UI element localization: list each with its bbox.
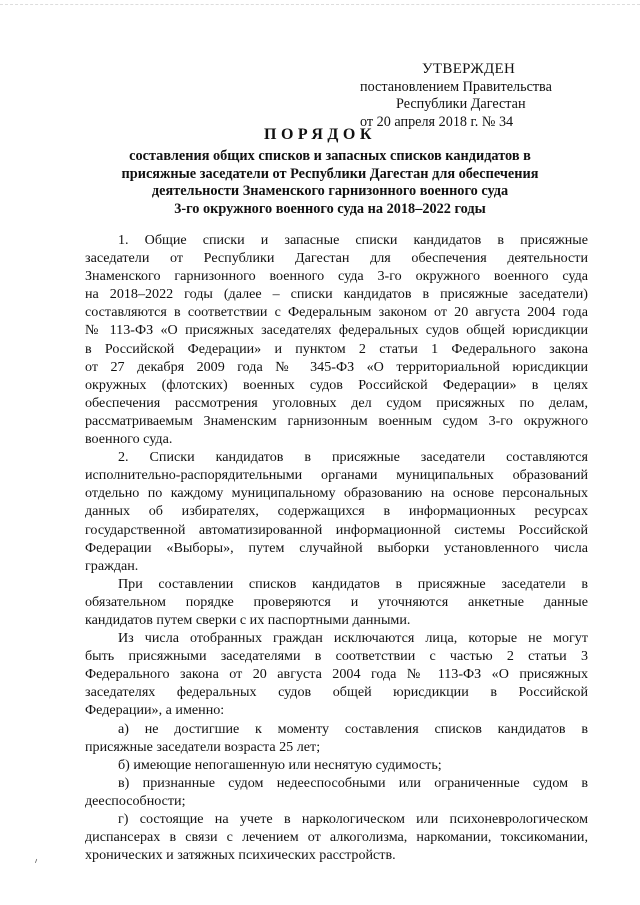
subtitle-line: 3-го окружного военного суда на 2018–2022 годы	[174, 200, 486, 217]
paragraph-line: При составлении списков кандидатов в присяжные заседатели в	[118, 575, 588, 592]
paragraph-line: рассматриваемым Знаменским гарнизонным военным судом 3-го окружного	[85, 412, 588, 429]
paragraph-line: в Российской Федерации» и пунктом 2 статьи 1 Федерального закона	[85, 340, 588, 357]
subtitle-line: составления общих списков и запасных списков кандидатов в	[129, 148, 531, 164]
paragraph-line: присяжные заседатели возраста 25 лет;	[85, 738, 321, 755]
paragraph-line: № 113-ФЗ «О присяжных заседателях федеральных судов общей юрисдикции	[85, 322, 588, 339]
paragraph-line: быть присяжными заседателями в соответствии с частью 2 статьи 3	[85, 648, 588, 665]
paragraph-line: г) состоящие на учете в наркологическом или психоневрологическом	[118, 811, 588, 827]
paragraph	[85, 231, 588, 448]
paragraph-line: Знаменского гарнизонного военного суда 3-го окружного военного суда	[85, 268, 588, 285]
document-body	[85, 231, 588, 864]
paragraph-line: на 2018–2022 годы (далее – списки кандидатов в присяжные заседатели)	[85, 286, 588, 303]
approval-line-2: Республики Дагестан	[396, 96, 526, 112]
paragraph-line: обеспечения рассмотрения уголовных дел судом присяжных по делам,	[85, 394, 588, 411]
paragraph-line: заседателях федеральных судов общей юрисдикции в Российской	[85, 684, 588, 701]
paragraph-line: исполнительно-распорядительными органами муниципальных образований	[85, 467, 588, 484]
paragraph-line: Федерации «Выборы», путем случайной выборки установленного числа	[85, 539, 588, 556]
paragraph-line: составляются в соответствии с Федеральным законом от 20 августа 2004 года	[85, 304, 588, 321]
paragraph-line: Федерации», а именно:	[85, 702, 225, 719]
paragraph-line: хронических и затяжных психических расстройств.	[85, 847, 396, 864]
paragraph-line: обязательном порядке проверяются и уточняются анкетные данные	[85, 593, 588, 610]
approval-line-3: от 20 апреля 2018 г. № 34	[360, 113, 514, 130]
subtitle-line: присяжные заседатели от Республики Дагестан для обеспечения	[121, 165, 539, 182]
approval-stamp	[360, 61, 620, 131]
paragraph	[85, 810, 588, 864]
approval-head: УТВЕРЖДЕН	[422, 61, 516, 77]
paragraph	[85, 720, 588, 756]
paragraph-line: военного суда.	[85, 431, 173, 448]
subtitle-line: деятельности Знаменского гарнизонного военного суда	[151, 183, 509, 199]
paragraph	[85, 575, 588, 629]
paragraph	[85, 629, 588, 719]
paragraph-line: кандидатов путем сверки с их паспортными данными.	[85, 611, 411, 628]
paragraph-line: 1. Общие списки и запасные списки кандидатов в присяжные	[118, 232, 588, 248]
margin-mark: ᐟ	[33, 857, 41, 870]
paragraph-line: от 27 декабря 2009 года № 345-ФЗ «О территориальной юрисдикции	[85, 358, 588, 375]
paragraph-line: в) признанные судом недееспособными или ограниченные судом в	[118, 774, 588, 791]
paragraph	[85, 756, 588, 774]
paragraph-line: государственной автоматизированной информационной системы Российской	[85, 521, 588, 538]
paragraph-line: дееспособности;	[85, 792, 186, 809]
paragraph-line: окружных (флотских) военных судов Российской Федерации» в целях	[85, 376, 588, 393]
document-title: ПОРЯДОК	[264, 126, 376, 143]
paragraph	[85, 448, 588, 575]
paragraph-line: 2. Списки кандидатов в присяжные заседатели составляются	[118, 449, 588, 466]
scan-edge-artifact	[0, 4, 640, 6]
document-subtitle	[60, 148, 600, 218]
paragraph-line: а) не достигшие к моменту составления списков кандидатов в	[118, 720, 588, 737]
paragraph-line: диспансерах в связи с лечением от алкоголизма, наркомании, токсикомании,	[85, 829, 588, 846]
paragraph-line: б) имеющие непогашенную или неснятую судимость;	[118, 756, 442, 773]
paragraph-line: отдельно по каждому муниципальному образованию на основе персональных	[85, 485, 588, 502]
paragraph-line: заседатели от Республики Дагестан для обеспечения деятельности	[85, 250, 588, 267]
paragraph-line: Федерального закона от 20 августа 2004 года № 113-ФЗ «О присяжных	[85, 666, 588, 683]
paragraph-line: граждан.	[85, 557, 139, 574]
paragraph-line: Из числа отобранных граждан исключаются лица, которые не могут	[118, 630, 588, 647]
approval-line-1: постановлением Правительства	[360, 78, 552, 95]
paragraph-line: данных об избирателях, содержащихся в информационных ресурсах	[85, 503, 588, 520]
paragraph	[85, 774, 588, 810]
